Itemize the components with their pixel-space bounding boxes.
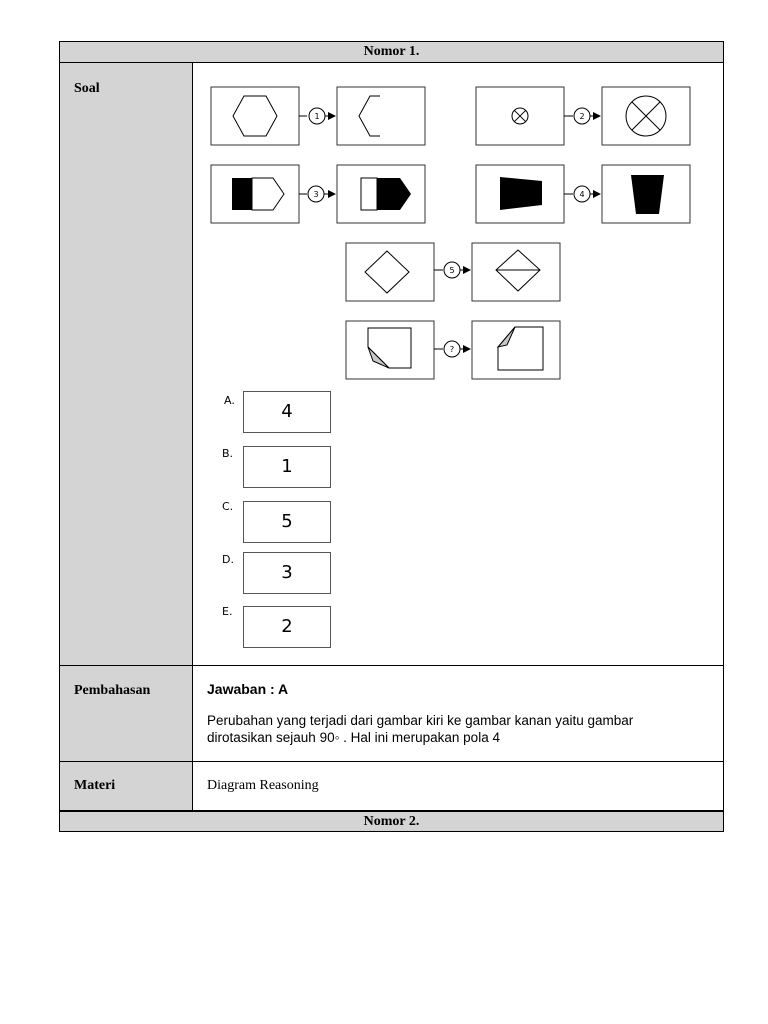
option-e-box[interactable] — [243, 606, 331, 648]
step-label-3: 3 — [313, 190, 319, 199]
question-number: Nomor 1. — [363, 44, 420, 59]
step-label-4: 4 — [579, 190, 585, 199]
soal-label-cell — [59, 62, 193, 666]
pembahasan-label-cell — [59, 665, 193, 762]
pembahasan-content-cell — [192, 665, 724, 762]
option-d-value: 3 — [281, 562, 293, 583]
option-b-box[interactable] — [243, 446, 331, 488]
soal-label: Soal — [74, 81, 100, 96]
answer-text: Jawaban : A — [207, 681, 289, 697]
next-question-number: Nomor 2. — [363, 814, 420, 829]
step-label-1: 1 — [314, 112, 320, 121]
step-label-question: ? — [449, 345, 455, 354]
pembahasan-label: Pembahasan — [74, 683, 151, 698]
option-c-value: 5 — [281, 511, 293, 532]
pattern-1-after-frame — [337, 87, 425, 145]
option-c-letter: C. — [222, 500, 234, 513]
step-label-5: 5 — [449, 266, 455, 275]
option-e-value: 2 — [281, 616, 293, 637]
option-a-box[interactable] — [243, 391, 331, 433]
pattern-question — [346, 321, 560, 379]
pattern-5 — [346, 243, 560, 301]
option-d-letter: D. — [222, 553, 234, 566]
option-e-letter: E. — [222, 605, 233, 618]
materi-content-cell — [192, 761, 724, 811]
materi-label: Materi — [74, 778, 116, 793]
explanation-text — [207, 712, 633, 746]
question-header — [59, 41, 724, 63]
pattern-diagram — [193, 63, 723, 393]
materi-label-cell — [59, 761, 193, 811]
option-b-letter: B. — [222, 447, 234, 460]
next-question-header — [59, 811, 724, 832]
materi-value: Diagram Reasoning — [207, 778, 319, 793]
option-b-value: 1 — [281, 456, 293, 477]
option-a-value: 4 — [281, 401, 293, 422]
option-d-box[interactable] — [243, 552, 331, 594]
option-a-letter: A. — [224, 394, 235, 407]
explanation-line-1: Perubahan yang terjadi dari gambar kiri ke gambar kanan yaitu gambar — [207, 713, 634, 728]
pattern-1 — [211, 87, 425, 145]
pattern-2 — [476, 87, 690, 145]
pattern-3 — [211, 165, 425, 223]
step-label-2: 2 — [579, 112, 585, 121]
option-c-box[interactable] — [243, 501, 331, 543]
explanation-line-2: dirotasikan sejauh 90◦ . Hal ini merupakan pola 4 — [207, 730, 500, 745]
pattern-4 — [476, 165, 690, 223]
